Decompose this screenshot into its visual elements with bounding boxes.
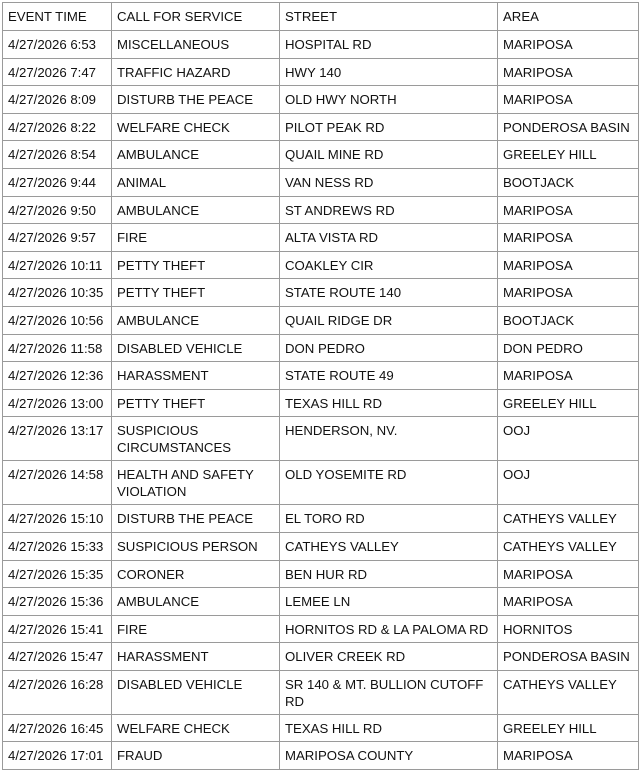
call-for-service-cell: SUSPICIOUS PERSON	[112, 532, 280, 560]
call-for-service-cell: MISCELLANEOUS	[112, 31, 280, 59]
event-time-cell: 4/27/2026 15:41	[3, 615, 112, 643]
street-cell: PILOT PEAK RD	[280, 113, 498, 141]
street-cell: QUAIL RIDGE DR	[280, 306, 498, 334]
event-time-cell: 4/27/2026 16:28	[3, 670, 112, 714]
street-cell: VAN NESS RD	[280, 168, 498, 196]
table-row	[3, 714, 639, 742]
calls-for-service-table	[2, 2, 639, 770]
area-cell: PONDEROSA BASIN	[498, 113, 639, 141]
street-cell: HWY 140	[280, 58, 498, 86]
event-time-cell: 4/27/2026 10:35	[3, 279, 112, 307]
event-time-cell: 4/27/2026 9:50	[3, 196, 112, 224]
event-time-cell: 4/27/2026 8:09	[3, 86, 112, 114]
table-row	[3, 560, 639, 588]
street-cell: ST ANDREWS RD	[280, 196, 498, 224]
area-cell: MARIPOSA	[498, 251, 639, 279]
area-cell: MARIPOSA	[498, 31, 639, 59]
street-cell: HOSPITAL RD	[280, 31, 498, 59]
area-cell: CATHEYS VALLEY	[498, 505, 639, 533]
call-for-service-cell: WELFARE CHECK	[112, 113, 280, 141]
event-time-cell: 4/27/2026 8:22	[3, 113, 112, 141]
street-cell: SR 140 & MT. BULLION CUTOFF RD	[280, 670, 498, 714]
area-cell: OOJ	[498, 417, 639, 461]
table-row	[3, 532, 639, 560]
table-row	[3, 643, 639, 671]
call-for-service-cell: AMBULANCE	[112, 141, 280, 169]
area-cell: CATHEYS VALLEY	[498, 670, 639, 714]
area-cell: GREELEY HILL	[498, 141, 639, 169]
street-cell: STATE ROUTE 140	[280, 279, 498, 307]
event-time-cell: 4/27/2026 16:45	[3, 714, 112, 742]
call-for-service-cell: DISTURB THE PEACE	[112, 86, 280, 114]
area-cell: DON PEDRO	[498, 334, 639, 362]
event-time-cell: 4/27/2026 8:54	[3, 141, 112, 169]
table-row	[3, 306, 639, 334]
area-cell: MARIPOSA	[498, 588, 639, 616]
table-row	[3, 31, 639, 59]
table-row	[3, 615, 639, 643]
street-cell: HORNITOS RD & LA PALOMA RD	[280, 615, 498, 643]
table-row	[3, 670, 639, 714]
table-row	[3, 251, 639, 279]
area-cell: BOOTJACK	[498, 306, 639, 334]
table-row	[3, 168, 639, 196]
street-cell: OLD HWY NORTH	[280, 86, 498, 114]
table-row	[3, 389, 639, 417]
call-for-service-cell: DISTURB THE PEACE	[112, 505, 280, 533]
event-time-cell: 4/27/2026 7:47	[3, 58, 112, 86]
event-time-cell: 4/27/2026 10:56	[3, 306, 112, 334]
call-for-service-cell: WELFARE CHECK	[112, 714, 280, 742]
call-for-service-cell: TRAFFIC HAZARD	[112, 58, 280, 86]
event-time-cell: 4/27/2026 10:11	[3, 251, 112, 279]
call-for-service-cell: HEALTH AND SAFETY VIOLATION	[112, 461, 280, 505]
street-cell: MARIPOSA COUNTY	[280, 742, 498, 770]
street-cell: DON PEDRO	[280, 334, 498, 362]
call-for-service-cell: DISABLED VEHICLE	[112, 670, 280, 714]
street-cell: TEXAS HILL RD	[280, 389, 498, 417]
header-row	[3, 3, 639, 31]
area-cell: PONDEROSA BASIN	[498, 643, 639, 671]
area-cell: HORNITOS	[498, 615, 639, 643]
event-time-cell: 4/27/2026 9:57	[3, 224, 112, 252]
header-call-for-service: CALL FOR SERVICE	[112, 3, 280, 31]
area-cell: BOOTJACK	[498, 168, 639, 196]
event-time-cell: 4/27/2026 11:58	[3, 334, 112, 362]
table-row	[3, 362, 639, 390]
event-time-cell: 4/27/2026 15:36	[3, 588, 112, 616]
street-cell: HENDERSON, NV.	[280, 417, 498, 461]
table-row	[3, 505, 639, 533]
call-for-service-cell: CORONER	[112, 560, 280, 588]
street-cell: BEN HUR RD	[280, 560, 498, 588]
event-time-cell: 4/27/2026 15:10	[3, 505, 112, 533]
call-for-service-cell: ANIMAL	[112, 168, 280, 196]
event-time-cell: 4/27/2026 15:33	[3, 532, 112, 560]
area-cell: MARIPOSA	[498, 742, 639, 770]
table-row	[3, 417, 639, 461]
street-cell: COAKLEY CIR	[280, 251, 498, 279]
table-row	[3, 742, 639, 770]
table-row	[3, 196, 639, 224]
event-time-cell: 4/27/2026 12:36	[3, 362, 112, 390]
street-cell: EL TORO RD	[280, 505, 498, 533]
street-cell: CATHEYS VALLEY	[280, 532, 498, 560]
call-for-service-cell: AMBULANCE	[112, 588, 280, 616]
header-street: STREET	[280, 3, 498, 31]
call-for-service-cell: DISABLED VEHICLE	[112, 334, 280, 362]
event-time-cell: 4/27/2026 15:47	[3, 643, 112, 671]
area-cell: MARIPOSA	[498, 362, 639, 390]
area-cell: MARIPOSA	[498, 58, 639, 86]
street-cell: OLD YOSEMITE RD	[280, 461, 498, 505]
header-event-time: EVENT TIME	[3, 3, 112, 31]
table-row	[3, 58, 639, 86]
street-cell: LEMEE LN	[280, 588, 498, 616]
area-cell: OOJ	[498, 461, 639, 505]
call-for-service-cell: FIRE	[112, 224, 280, 252]
area-cell: MARIPOSA	[498, 86, 639, 114]
area-cell: MARIPOSA	[498, 279, 639, 307]
table-row	[3, 588, 639, 616]
call-for-service-cell: SUSPICIOUS CIRCUMSTANCES	[112, 417, 280, 461]
event-time-cell: 4/27/2026 15:35	[3, 560, 112, 588]
call-for-service-cell: AMBULANCE	[112, 196, 280, 224]
street-cell: OLIVER CREEK RD	[280, 643, 498, 671]
call-for-service-cell: AMBULANCE	[112, 306, 280, 334]
table-row	[3, 141, 639, 169]
event-time-cell: 4/27/2026 13:00	[3, 389, 112, 417]
area-cell: MARIPOSA	[498, 196, 639, 224]
event-time-cell: 4/27/2026 6:53	[3, 31, 112, 59]
table-row	[3, 279, 639, 307]
call-for-service-cell: HARASSMENT	[112, 362, 280, 390]
street-cell: QUAIL MINE RD	[280, 141, 498, 169]
area-cell: MARIPOSA	[498, 224, 639, 252]
area-cell: GREELEY HILL	[498, 389, 639, 417]
table-row	[3, 86, 639, 114]
call-for-service-cell: PETTY THEFT	[112, 389, 280, 417]
table-row	[3, 461, 639, 505]
event-time-cell: 4/27/2026 17:01	[3, 742, 112, 770]
event-time-cell: 4/27/2026 13:17	[3, 417, 112, 461]
table-row	[3, 224, 639, 252]
header-area: AREA	[498, 3, 639, 31]
call-for-service-cell: HARASSMENT	[112, 643, 280, 671]
call-for-service-cell: PETTY THEFT	[112, 279, 280, 307]
event-time-cell: 4/27/2026 14:58	[3, 461, 112, 505]
event-time-cell: 4/27/2026 9:44	[3, 168, 112, 196]
area-cell: GREELEY HILL	[498, 714, 639, 742]
area-cell: MARIPOSA	[498, 560, 639, 588]
call-for-service-cell: FIRE	[112, 615, 280, 643]
table-row	[3, 113, 639, 141]
call-for-service-cell: PETTY THEFT	[112, 251, 280, 279]
table-row	[3, 334, 639, 362]
street-cell: STATE ROUTE 49	[280, 362, 498, 390]
area-cell: CATHEYS VALLEY	[498, 532, 639, 560]
call-for-service-cell: FRAUD	[112, 742, 280, 770]
street-cell: TEXAS HILL RD	[280, 714, 498, 742]
street-cell: ALTA VISTA RD	[280, 224, 498, 252]
